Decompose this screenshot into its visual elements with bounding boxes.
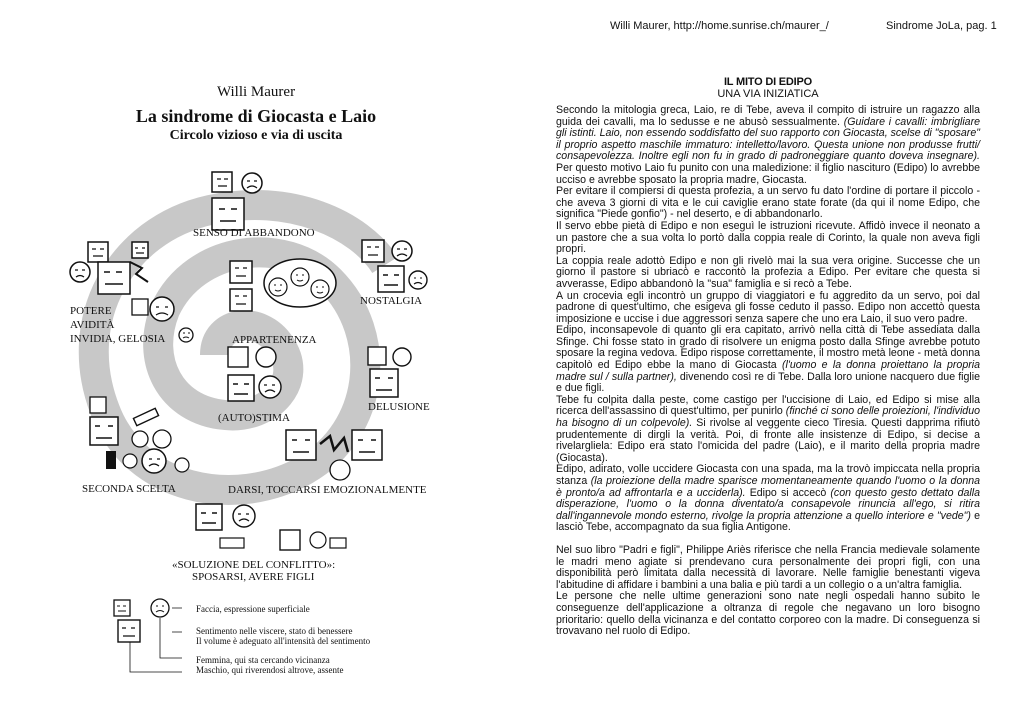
label-nostalgia: NOSTALGIA bbox=[360, 295, 423, 307]
paragraph-5: A un crocevia egli incontrò un gruppo di viaggiatori e fu aggredito da un servo, poi dal padrone di quest'ultimo, che esigeva gli fosse ceduto il passo. Edipo non accettò questa imposizione e uccise i due aggressori senza sapere che uno era Laio, il suo vero padre. bbox=[556, 289, 980, 325]
p6-text-end: divenendo così re di Tebe. Dalla loro unione nacquero due figlie e due figli. bbox=[556, 370, 980, 395]
label-soluzione-1: «SOLUZIONE DEL CONFLITTO»: bbox=[172, 559, 336, 571]
paragraph-4: La coppia reale adottò Edipo e non gli rivelò mai la sua vera origine. Successe che un giorno il pastore si ubriacò e raccontò la profezia a Edipo. Per evitare che questa si avverasse, Edipo abbandonò la "sua" famiglia e si recò a Tebe. bbox=[556, 254, 980, 290]
face-group-center-top bbox=[228, 255, 348, 320]
paragraph-7 bbox=[556, 395, 980, 465]
paragraph-3: Il servo ebbe pietà di Edipo e non eseguì le istruzioni ricevute. Affidò invece il neonato a un pastore che a sua volta lo portò dalla coppia reale di Corinto, la quale non aveva figli propri. bbox=[556, 219, 980, 256]
label-senso: SENSO DI ABBANDONO bbox=[193, 227, 315, 239]
label-delusione: DELUSIONE bbox=[368, 401, 430, 413]
p6-italic: (l'uomo e la donna proiettano la propria madre sul / sulla partner), bbox=[556, 359, 980, 383]
doc-subtitle: Circolo vizioso e via di uscita bbox=[169, 128, 343, 143]
p7-text: Tebe fu colpita dalla peste, come castigo per l'uccisione di Laio, ed Edipo si mise alla ricerca dell'assassino di quest'ultimo, per punirlo bbox=[556, 393, 980, 418]
label-seconda: SECONDA SCELTA bbox=[82, 483, 176, 495]
article-subheading: UNA VIA INIZIATICA bbox=[717, 88, 819, 100]
p1-italic: (Guidare i cavalli: imbrigliare gli istinti. Laio, non essendo soddisfatto del suo rapporto con Giocasta, scelse di "sposare" il proprio aspetto maschile immaturo: intelletto/lavoro. Questa unione non produsse frutti/ consapevolezza. Inoltre egli non fu in grado di padroneggiare quanto doveva insegnare). bbox=[556, 115, 980, 163]
article-heading: IL MITO DI EDIPO bbox=[723, 76, 813, 88]
p8-text-end: e lasciò Tebe, accompagnato da sua figlia Antigone. bbox=[556, 509, 980, 534]
p7-text-end: Si rivolse al veggente cieco Tiresia. Questi dapprima rifiutò prudentemente di dirgli la verità. Poi, di fronte alle insistenze di Edipo, si decise a rivelarglielа: Edipo era stato l'omicida del padre (Laio), e il marito della propria madre (Giocasta). bbox=[556, 417, 980, 464]
paragraph-6 bbox=[556, 325, 980, 395]
face-group-right-mid bbox=[366, 345, 426, 400]
label-invidia: INVIDIA, GELOSIA bbox=[70, 333, 166, 345]
p6-text: Edipo, inconsapevole di quanto gli era capitato, arrivò nella città di Tebe assediata dalla Sfinge. Chi fosse stato in grado di risolvere un enigma posto dalla Sfinge avrebbe potuto sposare la regina vedova. Edipo rispose correttamente, il mostro metà leone - metà donna capitolò ed Edipo ebbe la mano di Giocasta bbox=[556, 324, 980, 372]
label-avidita: AVIDITÀ bbox=[70, 319, 115, 331]
legend-icons bbox=[112, 598, 202, 678]
legend-maschio: Maschio, qui riverendosi altrove, assente bbox=[196, 665, 344, 675]
header-author-url: Willi Maurer, http://home.sunrise.ch/maurer_/ bbox=[610, 20, 829, 32]
label-potere: POTERE bbox=[70, 305, 112, 317]
right-page bbox=[512, 0, 1024, 725]
author-name: Willi Maurer bbox=[216, 84, 296, 100]
face-group-center bbox=[226, 345, 286, 411]
paragraph-10: Le persone che nelle ultime generazioni sono nate negli ospedali hanno subito le conseguenze dell'applicazione a oltranza di regole che negavano un loro bisogno prioritario: quello della vicinanza e del contatto corporeo con la madre. Di conseguenza si trovavano nel ruolo di Edipo. bbox=[556, 590, 980, 638]
label-appartenenza: APPARTENENZA bbox=[232, 334, 317, 346]
p1-text-end: Per questo motivo Laio fu punito con una maledizione: il figlio nascituro (Edipo) lo avrebbe ucciso e avrebbe sposato la propria madre, Giocasta. bbox=[556, 161, 980, 186]
label-autostima: (AUTO)STIMA bbox=[218, 412, 290, 424]
paragraph-2: Per evitare il compiersi di questa profezia, a un servo fu dato l'ordine di portare il piccolo - che aveva 3 giorni di vita e le cui caviglie erano state forate (da qui il nome Edipo, che significa "Piede gonfio") - nel deserto, e di abbandonarlo. bbox=[556, 185, 980, 221]
p8-text: Edipo, adirato, volle uccidere Giocasta con una spada, ma la trovò impiccata nella propria stanza bbox=[556, 463, 980, 487]
legend-sentimento-2: Il volume è adeguato all'intensità del sentimento bbox=[196, 636, 371, 646]
p8-italic-2: (con questo gesto dettato dalla disperazione, l'uomo o la donna diventato/a consapevole rinuncia all'ego, si ritira dall'ingannevole mondo esterno, rivolge la propria attenzione a quello interiore e "vede") bbox=[556, 486, 980, 522]
article-body bbox=[556, 105, 980, 638]
face-group-top bbox=[210, 170, 270, 234]
paragraph-8 bbox=[556, 464, 980, 534]
legend-faccia: Faccia, espressione superficiale bbox=[196, 604, 310, 614]
face-group-left bbox=[68, 238, 158, 298]
face-group-right-bottom bbox=[280, 420, 390, 485]
legend-sentimento-1: Sentimento nelle viscere, stato di benessere bbox=[196, 626, 353, 636]
p8-text-mid: Edipo si accecò bbox=[745, 486, 831, 499]
label-soluzione-2: SPOSARSI, AVERE FIGLI bbox=[192, 571, 315, 583]
face-group-left-bottom bbox=[70, 395, 210, 485]
label-darsi: DARSI, TOCCARSI EMOZIONALMENTE bbox=[228, 484, 427, 496]
paragraph-1 bbox=[556, 105, 980, 186]
p8-italic: (la proiezione della madre sparisce momentaneamente quando l'uomo o la donna è pronto/a ad affrontarla e a ucciderla). bbox=[556, 475, 981, 499]
p7-italic: (finché ci sono delle proiezioni, l'individuo ha bisogno di un colpevole). bbox=[556, 405, 980, 430]
face-group-right-top bbox=[360, 238, 430, 298]
face-group-bottom bbox=[190, 500, 350, 560]
legend-femmina: Femmina, qui sta cercando vicinanza bbox=[196, 655, 330, 665]
paragraph-9: Nel suo libro "Padri e figli", Philippe Ariès riferisce che nella Francia medievale solamente le madri meno agiate si prendevano cura personalmente dei propri figli, con una disponibilità però limitata dalla necessità di lavorare. Nelle famiglie benestanti vigeva l'abitudine di affidare i bambini a una balia e più tardi a un collegio o a un'altra famiglia. bbox=[556, 543, 980, 591]
doc-title: La sindrome di Giocasta e Laio bbox=[135, 106, 377, 126]
p1-text: Secondo la mitologia greca, Laio, re di Tebe, aveva il compito di istruire un ragazzo alla guida dei cavalli, ma lo sedusse e ne abusò sessualmente. bbox=[556, 104, 980, 128]
header-page-ref: Sindrome JoLa, pag. 1 bbox=[886, 20, 997, 32]
